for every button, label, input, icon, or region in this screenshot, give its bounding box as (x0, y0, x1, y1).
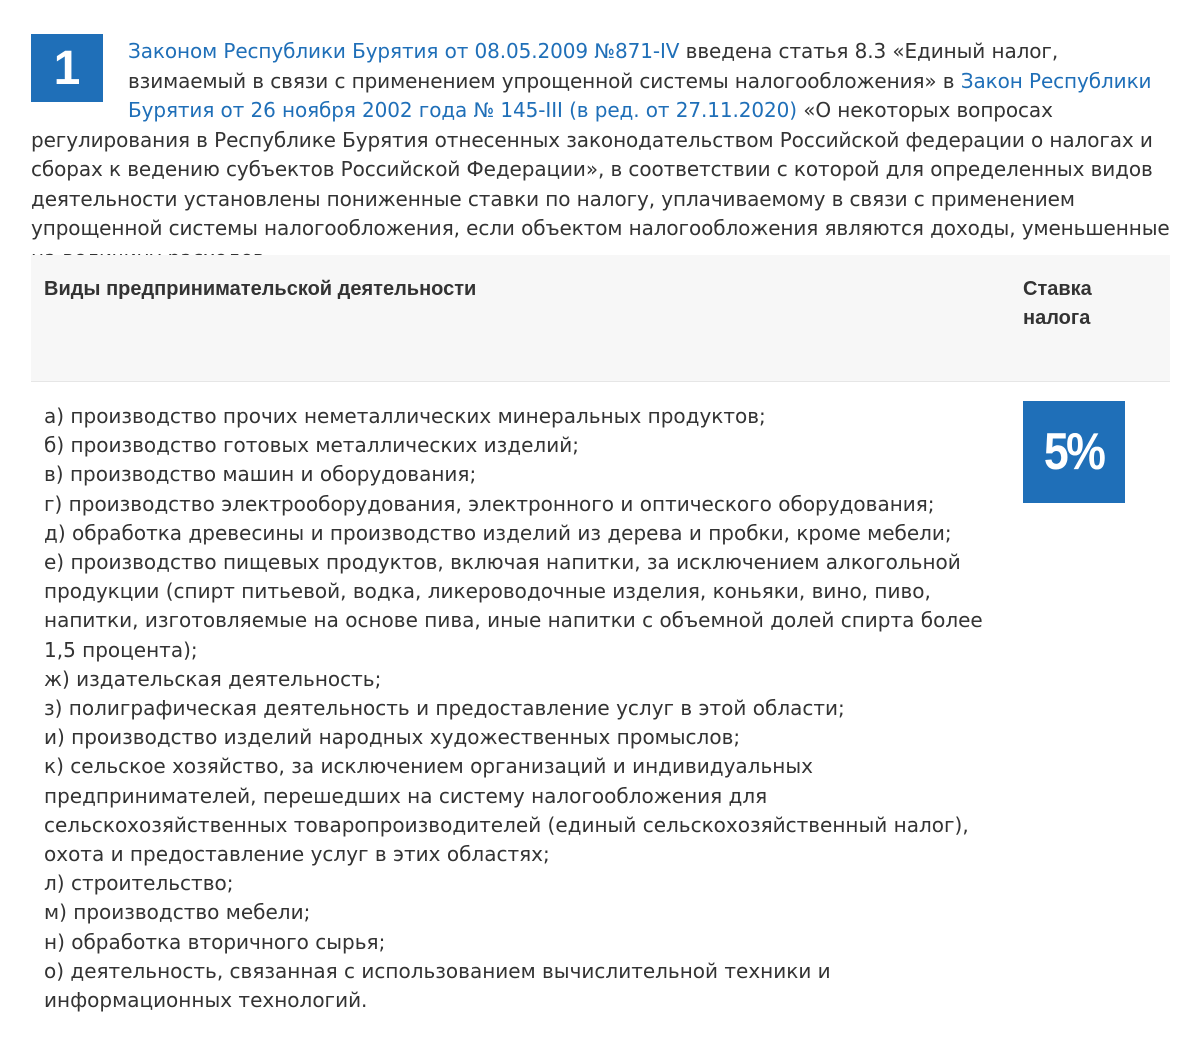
activity-item: б) производство готовых металлических изделий; (44, 433, 579, 458)
badge-spacer (31, 37, 128, 125)
rate-value: 5% (1044, 423, 1104, 481)
law-link-145-iii[interactable]: Закон Республики Бурятия от 26 ноября 2002 года № 145-III (в ред. от 27.11.2020) (128, 68, 1152, 122)
activity-item: з) полиграфическая деятельность и предоставление услуг в этой области; (44, 696, 845, 721)
law-link-871-iv[interactable]: Законом Республики Бурятия от 08.05.2009 №871-IV (128, 39, 680, 63)
tax-rate-table (31, 255, 1170, 1013)
activity-item: в) производство машин и оборудования; (44, 462, 477, 487)
activity-item: ж) издательская деятельность; (44, 666, 382, 691)
header-activity: Виды предпринимательской деятельности (44, 278, 477, 300)
rate-badge (1023, 401, 1125, 503)
activity-item: и) производство изделий народных художественных промыслов; (44, 725, 741, 750)
header-rate: Ставка налога (1023, 278, 1092, 329)
activity-item: е) производство пищевых продуктов, включая напитки, за исключением алкогольной продукции (спирт питьевой, водка, ликероводочные изделия, коньяки, вино, пиво, напитки, изготовляемые на основе пива, иные напитки с объемной долей спирта более 1,5 процента); (44, 550, 983, 662)
activity-item: о) деятельность, связанная с использованием вычислительной техники и информационных технологий. (44, 958, 831, 1013)
activity-item: л) строительство; (44, 871, 234, 896)
activity-item: к) сельское хозяйство, за исключением организаций и индивидуальных предпринимателей, перешедших на систему налогообложения для сельскохозяйственных товаропроизводителей (единый сельскохозяйственный налог), охота и предоставление услуг в этих областях; (44, 754, 969, 867)
intro-paragraph (31, 37, 1176, 273)
activity-item: д) обработка древесины и производство изделий из дерева и пробки, кроме мебели; (44, 520, 952, 545)
activity-item: н) обработка вторичного сырья; (44, 929, 386, 954)
activity-item: г) производство электрооборудования, электронного и оптического оборудования; (44, 491, 935, 516)
activity-item: а) производство прочих неметаллических минеральных продуктов; (44, 404, 766, 428)
section-number-badge: 1 (31, 34, 103, 102)
activity-item: м) производство мебели; (44, 900, 311, 925)
intro-text-2: «О некоторых вопросах регулирования в Республике Бурятия отнесенных законодательством Российской федерации о налогах и сборах к ведению субъектов Российской Федерации», в соответствии с которой для определенных видов деятельности установлены пониженные ставки по налогу, уплачиваемому в связи с применением упрощенной системы налогообложения, если объектом налогообложения являются доходы, уменьшенные (31, 98, 1170, 240)
activity-list (44, 402, 1004, 1015)
table-header (31, 255, 1170, 382)
intro-text-1: введена статья 8.3 «Единый налог, взимаемый в связи с применением упрощенной системы налогообложения» в (128, 39, 1059, 93)
